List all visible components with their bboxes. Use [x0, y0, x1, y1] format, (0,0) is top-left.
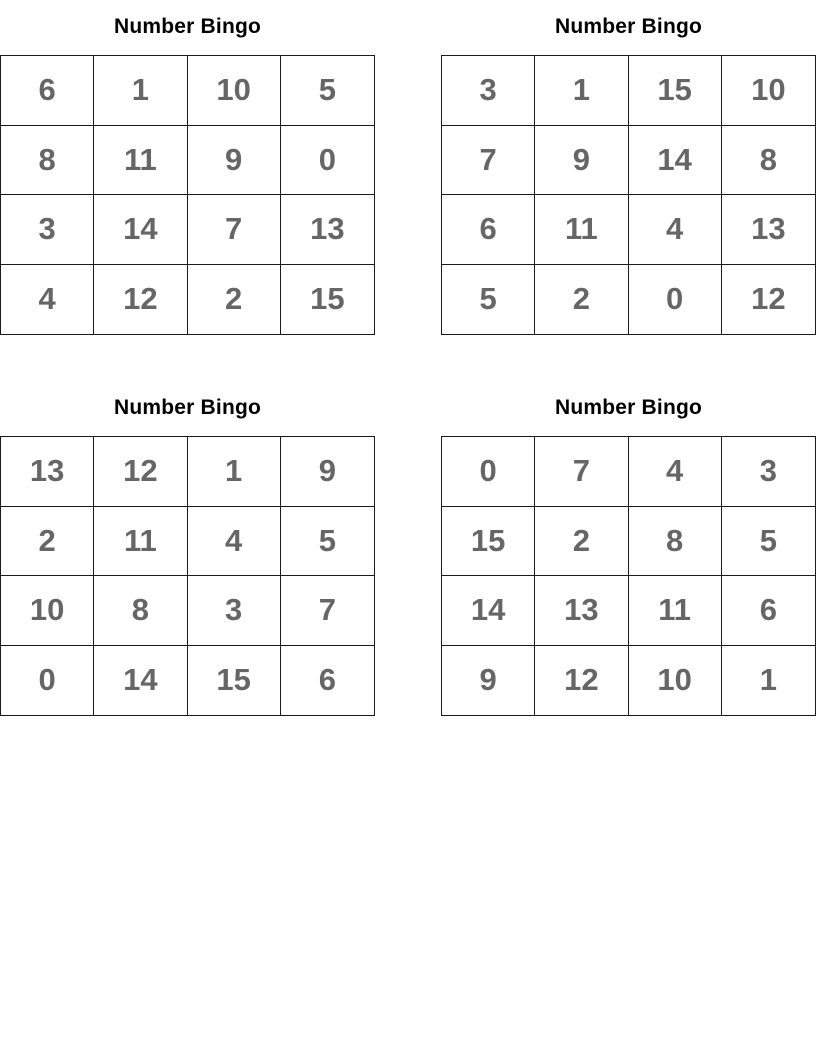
bingo-cell: 3: [1, 195, 94, 265]
bingo-cell: 15: [442, 507, 535, 577]
bingo-cell: 6: [722, 576, 815, 646]
bingo-cell: 7: [188, 195, 281, 265]
bingo-cell: 13: [535, 576, 628, 646]
bingo-cell: 9: [281, 437, 374, 507]
bingo-cell: 13: [722, 195, 815, 265]
bingo-cell: 6: [442, 195, 535, 265]
bingo-card-2: [441, 0, 816, 335]
bingo-cell: 4: [188, 507, 281, 577]
bingo-cell: 0: [629, 265, 722, 335]
bingo-card-3: [0, 381, 375, 716]
bingo-cell: 9: [188, 126, 281, 196]
card-title: Number Bingo: [554, 396, 703, 419]
bingo-cell: 8: [94, 576, 187, 646]
bingo-cell: 14: [94, 195, 187, 265]
bingo-grid: [0, 55, 375, 335]
bingo-cell: 1: [94, 56, 187, 126]
bingo-cell: 9: [535, 126, 628, 196]
bingo-cell: 3: [442, 56, 535, 126]
bingo-cell: 10: [722, 56, 815, 126]
bingo-cell: 1: [188, 437, 281, 507]
bingo-cell: 15: [629, 56, 722, 126]
bingo-cell: 12: [94, 265, 187, 335]
bingo-cell: 0: [281, 126, 374, 196]
bingo-cell: 13: [1, 437, 94, 507]
bingo-cell: 11: [94, 126, 187, 196]
bingo-grid: [0, 436, 375, 716]
bingo-cell: 5: [722, 507, 815, 577]
bingo-card-1: [0, 0, 375, 335]
bingo-cell: 10: [188, 56, 281, 126]
bingo-cell: 8: [629, 507, 722, 577]
bingo-cell: 4: [629, 437, 722, 507]
card-title: Number Bingo: [113, 396, 262, 419]
bingo-cell: 1: [535, 56, 628, 126]
bingo-cell: 1: [759, 662, 777, 698]
bingo-cell: 2: [535, 507, 628, 577]
bingo-cell: 14: [94, 646, 187, 716]
bingo-cell: 14: [442, 576, 535, 646]
bingo-cell: 15: [310, 281, 345, 317]
bingo-cell: 7: [535, 437, 628, 507]
bingo-cell: 11: [535, 195, 628, 265]
bingo-cell: 6: [318, 662, 336, 698]
bingo-cell: 14: [629, 126, 722, 196]
bingo-cell: 2: [535, 265, 628, 335]
bingo-cell: 4: [629, 195, 722, 265]
bingo-cell: 2: [1, 507, 94, 577]
bingo-cell: 8: [722, 126, 815, 196]
bingo-cell: 10: [629, 646, 722, 716]
card-title: Number Bingo: [554, 15, 703, 38]
bingo-cell: 11: [94, 507, 187, 577]
bingo-cell: 3: [722, 437, 815, 507]
bingo-cell: 6: [1, 56, 94, 126]
bingo-cell: 13: [281, 195, 374, 265]
bingo-cell: 3: [188, 576, 281, 646]
bingo-cell: 5: [281, 56, 374, 126]
bingo-cell: 11: [629, 576, 722, 646]
bingo-cell: 5: [442, 265, 535, 335]
bingo-cell: 0: [1, 646, 94, 716]
bingo-cell: 12: [94, 437, 187, 507]
card-title: Number Bingo: [113, 15, 262, 38]
bingo-cell: 2: [188, 265, 281, 335]
bingo-card-4: [441, 381, 816, 716]
bingo-cell: 7: [281, 576, 374, 646]
bingo-cell: 12: [751, 281, 786, 317]
bingo-cell: 4: [1, 265, 94, 335]
bingo-cell: 9: [442, 646, 535, 716]
bingo-grid: [441, 436, 816, 716]
bingo-cell: 5: [281, 507, 374, 577]
bingo-cell: 0: [442, 437, 535, 507]
bingo-cell: 15: [188, 646, 281, 716]
bingo-cell: 10: [1, 576, 94, 646]
bingo-cell: 8: [1, 126, 94, 196]
bingo-cell: 7: [442, 126, 535, 196]
bingo-grid: [441, 55, 816, 335]
bingo-cell: 12: [535, 646, 628, 716]
